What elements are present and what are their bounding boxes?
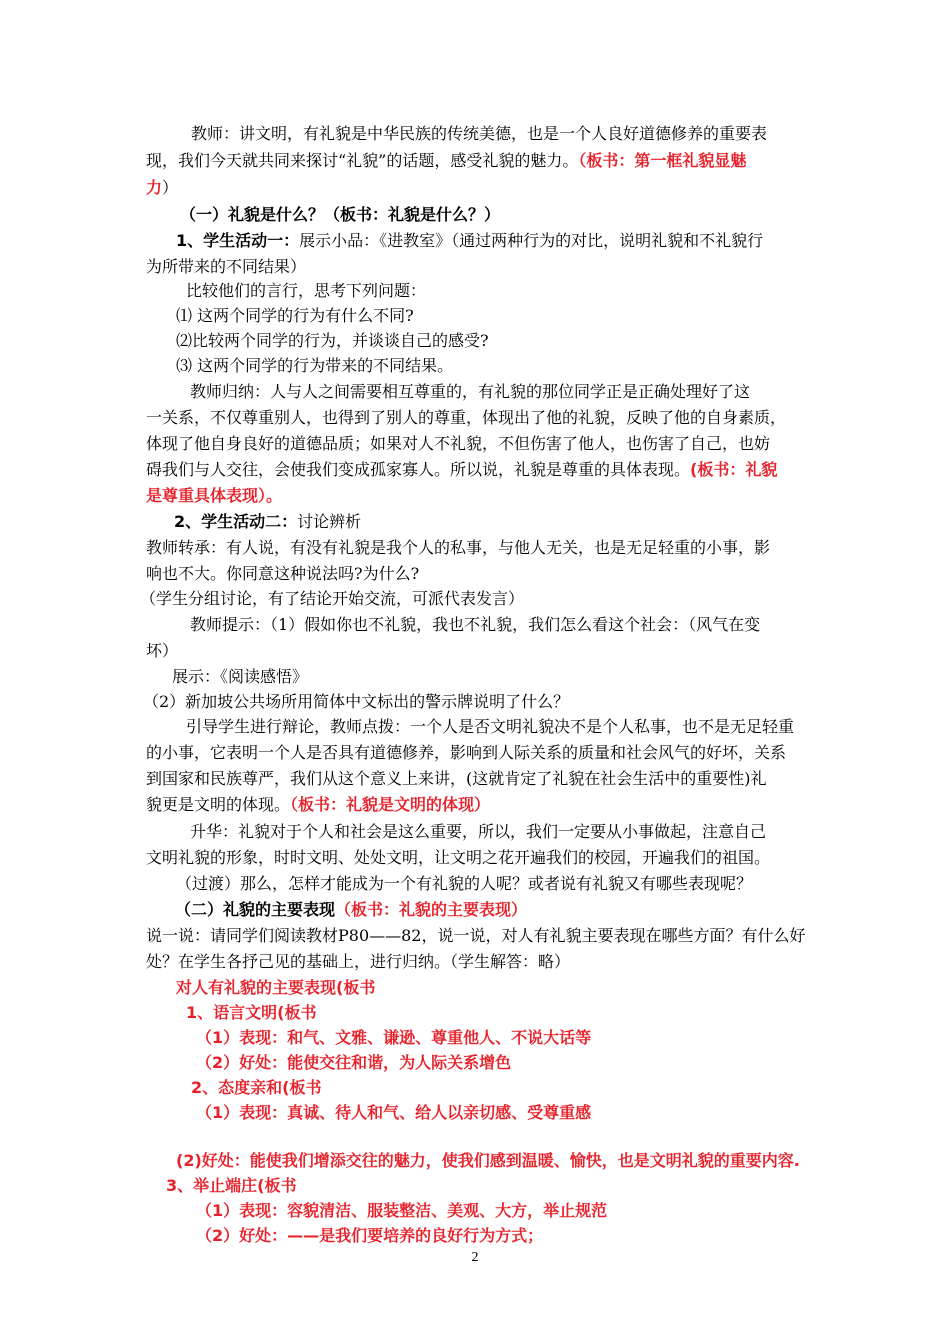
summary-line-1: 教师归纳：人与人之间需要相互尊重的，有礼貌的那位同学正是正确处理好了这 <box>190 382 751 401</box>
question-2: ⑵比较两个同学的行为，并谈谈自己的感受? <box>176 331 489 350</box>
intro-line-1: 教师：讲文明，有礼貌是中华民族的传统美德，也是一个人良好道德修养的重要表 <box>191 124 768 143</box>
board-item-2b: (2)好处：能使我们增添交往的魅力，使我们感到温暖、愉快，也是文明礼貌的重要内容. <box>176 1151 800 1170</box>
section-2-heading: （二）礼貌的主要表现（板书：礼貌的主要表现） <box>175 900 528 919</box>
transition-question: （过渡）那么，怎样才能成为一个有礼貌的人呢？或者说有礼貌又有哪些表现呢？ <box>176 874 753 893</box>
question-1: ⑴ 这两个同学的行为有什么不同? <box>176 306 414 325</box>
say-line-1: 说一说：请同学们阅读教材P80——82，说一说，对人有礼貌主要表现在哪些方面？有什么好 <box>146 926 806 945</box>
show-reading: 展示：《阅读感悟》 <box>172 667 309 686</box>
sublimation-line-2: 文明礼貌的形象，时时文明、处处文明，让文明之花开遍我们的校园，开遍我们的祖国。 <box>146 848 771 867</box>
section-1-heading: （一）礼貌是什么？（板书：礼貌是什么？） <box>180 205 501 224</box>
debate-line-2: 的小事，它表明一个人是否具有道德修养，影响到人际关系的质量和社会风气的好坏，关系 <box>146 743 787 762</box>
summary-line-2: 一关系，不仅尊重别人，也得到了别人的尊重，体现出了他的礼貌，反映了他的自身素质， <box>146 408 787 427</box>
board-note: （板书：礼貌是文明的体现） <box>290 795 491 814</box>
activity-1-line-2: 为所带来的不同结果） <box>146 257 307 276</box>
group-discussion-note: （学生分组讨论，有了结论开始交流，可派代表发言） <box>140 589 525 608</box>
compare-prompt: 比较他们的言行，思考下列问题： <box>186 281 427 300</box>
board-item-3a: （1）表现：容貌清洁、服装整洁、美观、大方，举止规范 <box>196 1201 608 1220</box>
summary-line-3: 体现了他自身良好的道德品质；如果对人不礼貌，不但伤害了他人，也伤害了自己，也妨 <box>146 434 771 453</box>
transition-line-1: 教师转承：有人说，有没有礼貌是我个人的私事，与他人无关，也是无足轻重的小事，影 <box>146 538 771 557</box>
summary-line-5: 是尊重具体表现）。 <box>146 486 283 505</box>
activity-1-title: 1、学生活动一： <box>176 231 300 250</box>
board-title: 对人有礼貌的主要表现(板书 <box>176 978 376 997</box>
debate-line-1: 引导学生进行辩论，教师点拨：一个人是否文明礼貌决不是个人私事，也不是无足轻重 <box>186 717 795 736</box>
board-item-3: 3、举止端庄(板书 <box>166 1176 297 1195</box>
teacher-hint-line-2: 坏） <box>146 641 179 660</box>
page-number: 2 <box>471 1250 479 1265</box>
board-item-1a: （1）表现：和气、文雅、谦逊、尊重他人、不说大话等 <box>196 1028 592 1047</box>
activity-1-line-1: 1、学生活动一：展示小品：《进教室》（通过两种行为的对比，说明礼貌和不礼貌行 <box>176 231 764 250</box>
say-line-2: 处？在学生各抒己见的基础上，进行归纳。（学生解答：略） <box>146 952 571 971</box>
board-item-2a: （1）表现：真诚、待人和气、给人以亲切感、受尊重感 <box>196 1103 592 1122</box>
question-singapore: （2）新加坡公共场所用简体中文标出的警示牌说明了什么？ <box>143 692 570 711</box>
question-3: ⑶ 这两个同学的行为带来的不同结果。 <box>176 356 454 375</box>
transition-line-2: 响也不大。你同意这种说法吗?为什么? <box>146 564 420 583</box>
board-item-1: 1、语言文明(板书 <box>186 1003 317 1022</box>
board-item-2: 2、态度亲和(板书 <box>191 1078 322 1097</box>
board-note: （板书：礼貌的主要表现） <box>335 900 528 919</box>
sublimation-line-1: 升华：礼貌对于个人和社会是这么重要，所以，我们一定要从小事做起，注意自己 <box>190 822 767 841</box>
activity-2-title: 2、学生活动二： <box>174 512 298 531</box>
summary-line-4: 碍我们与人交往，会使我们变成孤家寡人。所以说，礼貌是尊重的具体表现。(板书：礼貌 <box>146 460 778 479</box>
board-item-1b: （2）好处：能使交往和谐，为人际关系增色 <box>196 1053 512 1072</box>
board-note: 力 <box>146 178 163 197</box>
teacher-hint-line-1: 教师提示：（1）假如你也不礼貌，我也不礼貌，我们怎么看这个社会：（风气在变 <box>190 615 761 634</box>
activity-2-title-line: 2、学生活动二：讨论辨析 <box>174 512 362 531</box>
board-item-3b: （2）好处：——是我们要培养的良好行为方式； <box>196 1226 544 1245</box>
debate-line-3: 到国家和民族尊严，我们从这个意义上来讲，(这就肯定了礼貌在社会生活中的重要性)礼 <box>146 769 767 788</box>
debate-line-4: 貌更是文明的体现。（板书：礼貌是文明的体现） <box>146 795 491 814</box>
intro-line-3: 力） <box>146 178 179 197</box>
board-note: (板书：礼貌 <box>690 460 778 479</box>
board-note: （板书：第一框礼貌显魅 <box>578 151 747 170</box>
intro-line-2: 现，我们今天就共同来探讨“礼貌”的话题，感受礼貌的魅力。（板书：第一框礼貌显魅 <box>146 151 747 170</box>
